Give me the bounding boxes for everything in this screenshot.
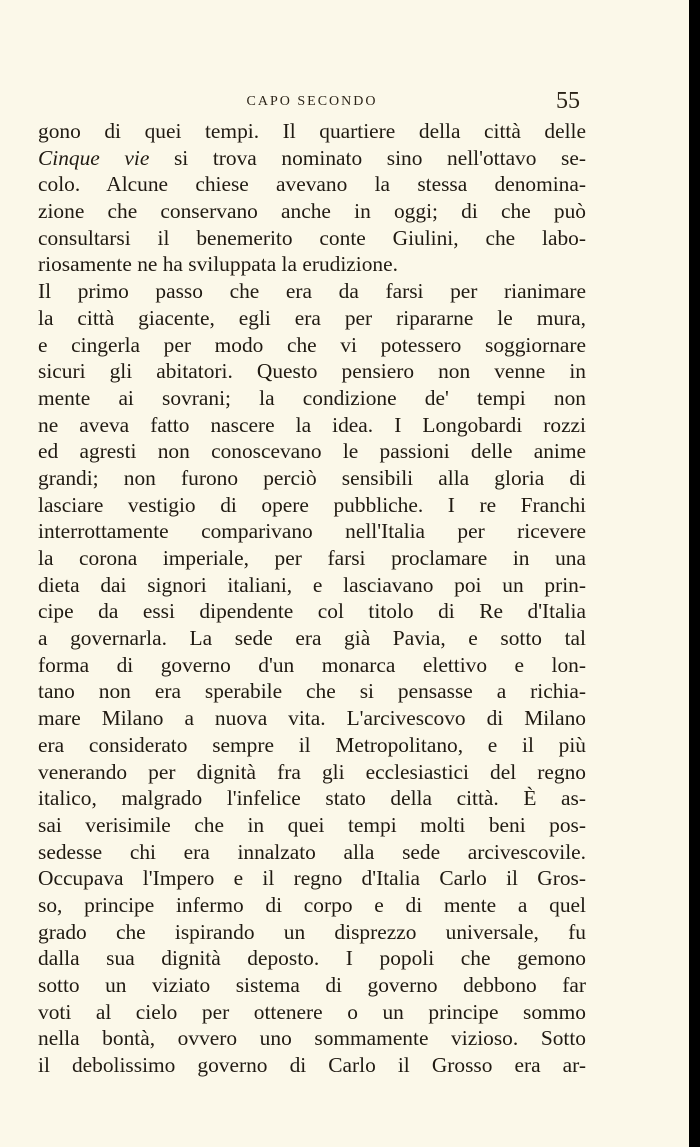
- text-line: sotto un viziato sistema di governo debbono far: [38, 973, 586, 997]
- text-line: italico, malgrado l'infelice stato della città. È as-: [38, 786, 586, 811]
- text-line: so, principe infermo di corpo e di mente a quel: [38, 892, 586, 917]
- text-line: e cingerla per modo che vi potessero soggiornare: [38, 332, 586, 357]
- text-line: ne aveva fatto nascere la idea. I Longobardi rozzi: [38, 412, 586, 437]
- text-line: interrottamente comparivano nell'Italia per ricevere: [38, 519, 586, 544]
- text-line: a governarla. La sede era già Pavia, e sotto tal: [38, 626, 586, 651]
- text-line: consultarsi il benemerito conte Giulini, che labo-: [38, 225, 586, 250]
- text-line: mente ai sovrani; la condizione de' tempi non: [38, 385, 586, 410]
- text-line: dieta dai signori italiani, e lasciavano poi un prin-: [38, 572, 586, 597]
- text-line: sicuri gli abitatori. Questo pensiero non venne in: [38, 359, 586, 384]
- text-line-rest: si trova nominato sino nell'ottavo se-: [149, 145, 586, 170]
- text-line: ed agresti non conoscevano le passioni delle anime: [38, 439, 586, 464]
- body-text: [38, 118, 586, 1079]
- text-line: la corona imperiale, per farsi proclamare in una: [38, 546, 586, 570]
- text-line: cipe da essi dipendente col titolo di Re d'Italia: [38, 599, 586, 624]
- text-line: Il primo passo che era da farsi per rianimare: [38, 279, 586, 304]
- text-line: lasciare vestigio di opere pubbliche. I re Franchi: [38, 492, 586, 517]
- text-line: venerando per dignità fra gli ecclesiastici del regno: [38, 759, 586, 784]
- text-line: riosamente ne ha sviluppata la erudizione.: [38, 252, 398, 277]
- text-line: forma di governo d'un monarca elettivo e lon-: [38, 652, 586, 677]
- text-line: grado che ispirando un disprezzo universale, fu: [38, 919, 586, 944]
- text-line: sai verisimile che in quei tempi molti beni pos-: [38, 812, 586, 837]
- page-number: 55: [556, 88, 580, 114]
- italic-phrase: Cinque vie: [38, 145, 150, 170]
- running-head: [38, 88, 586, 118]
- text-line: la città giacente, egli era per ripararne le mura,: [38, 305, 586, 330]
- text-line: grandi; non furono perciò sensibili alla gloria di: [38, 465, 586, 490]
- text-line: nella bontà, ovvero uno sommamente vizioso. Sotto: [38, 1026, 586, 1051]
- text-line: il debolissimo governo di Carlo il Grosso era ar-: [38, 1053, 586, 1078]
- text-line-with-italic: [38, 145, 586, 172]
- text-line: sedesse chi era innalzato alla sede arcivescovile.: [38, 839, 586, 864]
- text-line: tano non era sperabile che si pensasse a richia-: [38, 679, 586, 704]
- text-line: era considerato sempre il Metropolitano, e il più: [38, 732, 586, 757]
- text-line: mare Milano a nuova vita. L'arcivescovo di Milano: [38, 706, 586, 731]
- text-line: Occupava l'Impero e il regno d'Italia Carlo il Gros-: [38, 866, 586, 891]
- text-line: colo. Alcune chiese avevano la stessa denomina-: [38, 172, 586, 197]
- text-line: zione che conservano anche in oggi; di che può: [38, 199, 586, 224]
- running-title: CAPO SECONDO: [246, 94, 378, 109]
- text-line: voti al cielo per ottenere o un principe sommo: [38, 999, 586, 1024]
- text-line: gono di quei tempi. Il quartiere della città delle: [38, 119, 586, 143]
- text-line: dalla sua dignità deposto. I popoli che gemono: [38, 946, 586, 971]
